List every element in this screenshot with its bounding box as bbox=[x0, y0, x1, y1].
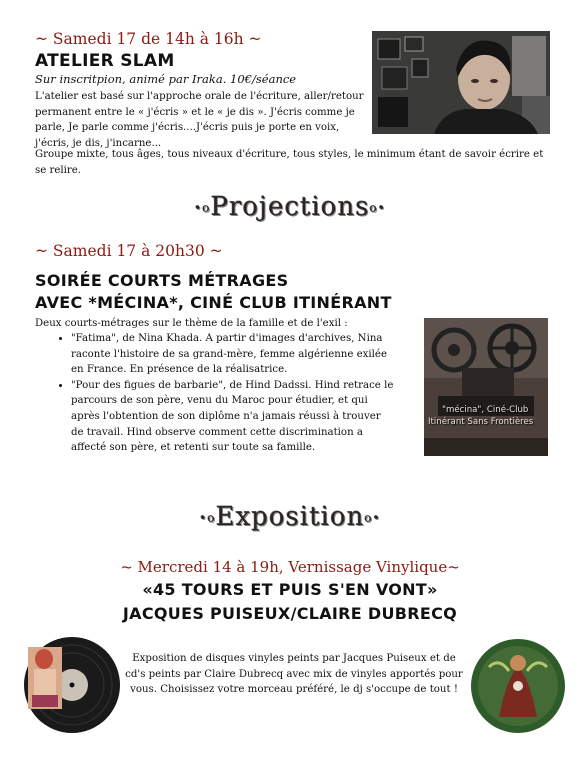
atelier-desc-line: parle, Je parle comme j'écris....J'écris puis je porte en voix, bbox=[35, 122, 340, 134]
projector-illustration bbox=[424, 318, 548, 456]
projections-title-line2: AVEC *MÉCINA*, CINÉ CLUB ITINÉRANT bbox=[35, 293, 392, 312]
projections-heading-text: Projections bbox=[210, 192, 370, 222]
exposition-title-line1: «45 TOURS ET PUIS S'EN VONT» bbox=[142, 580, 438, 599]
projections-date: ~ Samedi 17 à 20h30 ~ bbox=[35, 242, 223, 260]
film-line: parcours de son père, venu du Maroc pour étudier, et qui bbox=[71, 395, 368, 407]
portrait-illustration bbox=[372, 31, 550, 134]
atelier-title: ATELIER SLAM bbox=[35, 51, 175, 71]
projections-intro: Deux courts-métrages sur le thème de la famille et de l'exil : bbox=[35, 318, 348, 329]
heading-ornament-left: •o bbox=[199, 511, 216, 525]
film-line: en France. En présence de la réalisatrice. bbox=[71, 364, 288, 376]
painted-cd-illustration bbox=[469, 637, 567, 735]
vinyl-illustration bbox=[22, 633, 120, 737]
exposition-heading bbox=[0, 502, 580, 532]
mecina-caption-line: Itinérant Sans Frontières bbox=[428, 417, 534, 427]
films-list bbox=[35, 331, 425, 456]
mecina-caption-line: "mécina", Ciné-Club bbox=[442, 405, 529, 415]
exposition-heading-text: Exposition bbox=[215, 502, 365, 532]
exposition-description bbox=[118, 651, 470, 698]
atelier-desc-line: permanent entre le « j'écris » et le « je dis ». J'écris comme je bbox=[35, 106, 355, 118]
film-line: de travail. Hind observe comment cette discrimination a bbox=[71, 426, 363, 438]
film-line: raconte l'histoire de sa grand-mère, femme algérienne exilée bbox=[71, 348, 387, 360]
exposition-desc-line: vous. Choisissez votre morceau préféré, le dj s'occupe de tout ! bbox=[130, 684, 458, 696]
atelier-date: ~ Samedi 17 de 14h à 16h ~ bbox=[35, 30, 262, 48]
heading-ornament-right: o• bbox=[369, 201, 386, 215]
heading-ornament-right: o• bbox=[364, 511, 381, 525]
vinyl-record-image bbox=[22, 633, 120, 737]
projections-title-line1: SOIRÉE COURTS MÉTRAGES bbox=[35, 271, 289, 290]
film-line: affecté son père, et retenti sur toute sa famille. bbox=[71, 442, 316, 454]
painted-cd-image bbox=[469, 637, 567, 735]
atelier-desc-line: j'écris, je dis, j'incarne... bbox=[35, 137, 162, 149]
film-line: • "Fatima", de Nina Khada. A partir d'images d'archives, Nina bbox=[71, 333, 383, 344]
heading-ornament-left: •o bbox=[194, 201, 211, 215]
atelier-description-extra: Groupe mixte, tous âges, tous niveaux d'écriture, tous styles, le minimum étant de savoir écrire et se relire. bbox=[35, 149, 544, 176]
exposition-desc-line: Exposition de disques vinyles peints par Jacques Puiseux et de bbox=[132, 653, 456, 664]
film-item bbox=[71, 378, 425, 456]
atelier-description bbox=[35, 89, 375, 151]
projections-heading bbox=[0, 192, 580, 222]
exposition-date: ~ Mercredi 14 à 19h, Vernissage Vinylique~ bbox=[120, 558, 460, 576]
mecina-caption bbox=[428, 404, 546, 428]
atelier-photo bbox=[372, 31, 550, 134]
exposition-desc-line: cd's peints par Claire Dubrecq avec mix de vinyles apportés pour bbox=[125, 668, 463, 680]
film-item bbox=[71, 331, 425, 378]
film-line: • "Pour des figues de barbarie", de Hind Dadssi. Hind retrace le bbox=[71, 379, 394, 391]
atelier-subtitle: Sur inscritpion, animé par Iraka. 10€/séance bbox=[35, 72, 297, 86]
atelier-desc-line: L'atelier est basé sur l'approche orale de l'écriture, aller/retour bbox=[35, 91, 364, 102]
film-line: après l'obtention de son diplôme n'a jamais réussi à trouver bbox=[71, 410, 381, 422]
exposition-title-line2: JACQUES PUISEUX/CLAIRE DUBRECQ bbox=[122, 604, 458, 623]
mecina-photo bbox=[424, 318, 548, 456]
